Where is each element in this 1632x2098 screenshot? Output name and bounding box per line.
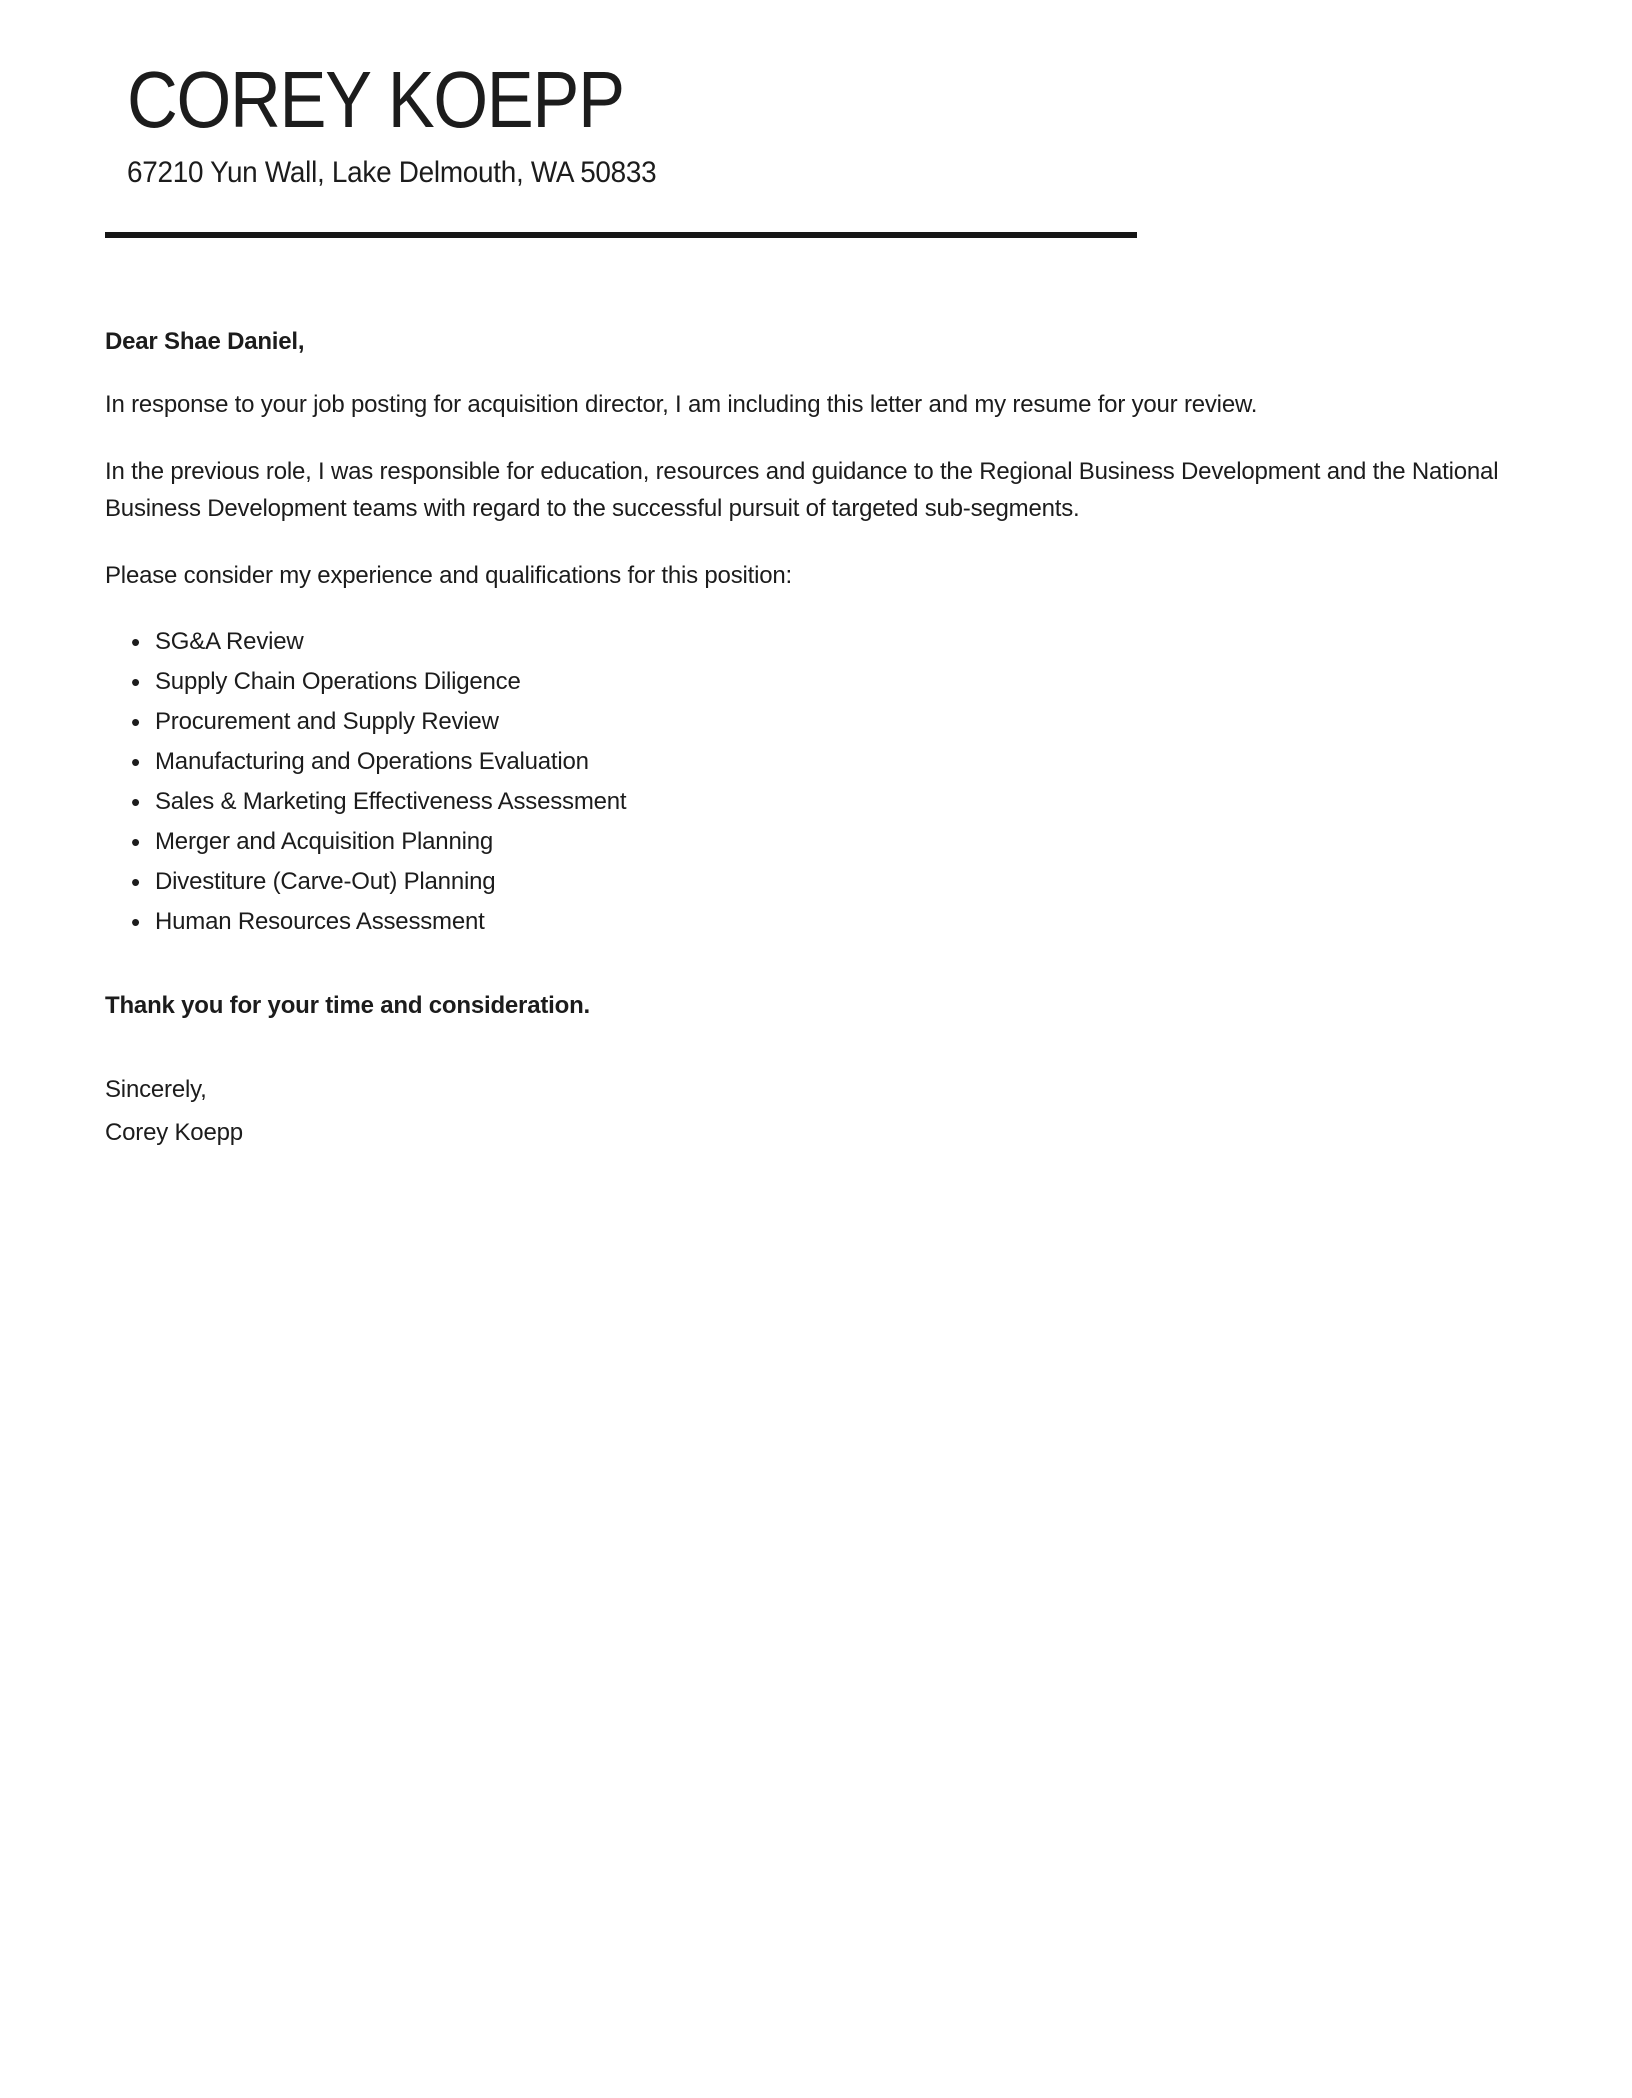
signoff-block [105,1068,1522,1154]
list-item: • Manufacturing and Operations Evaluation [155,742,1522,782]
list-item: • Supply Chain Operations Diligence [155,662,1522,702]
salutation: Dear Shae Daniel, [105,328,305,355]
page-title: COREY KOEPP [127,55,624,144]
list-item: • Sales & Marketing Effectiveness Assessment [155,782,1522,822]
paragraph-previous-role: In the previous role, I was responsible for education, resources and guidance to the Regional Business Development and the National Business Development teams with regard to the successful pursuit of targeted sub-segments. [105,458,1499,522]
paragraph-intro: In response to your job posting for acquisition director, I am including this letter and my resume for your review. [105,391,1258,418]
header-divider [105,232,1137,238]
qualifications-list [105,622,1522,942]
list-item: • Merger and Acquisition Planning [155,822,1522,862]
contact-address: 67210 Yun Wall, Lake Delmouth, WA 50833 [127,156,657,189]
signature-name: Corey Koepp [105,1119,243,1146]
list-item: • SG&A Review [155,622,1522,662]
paragraph-consider: Please consider my experience and qualifications for this position: [105,562,792,589]
list-item: • Human Resources Assessment [155,902,1522,942]
signoff: Sincerely, [105,1076,207,1103]
list-item: • Procurement and Supply Review [155,702,1522,742]
list-item: • Divestiture (Carve-Out) Planning [155,862,1522,902]
closing-thanks: Thank you for your time and consideration. [105,992,590,1019]
